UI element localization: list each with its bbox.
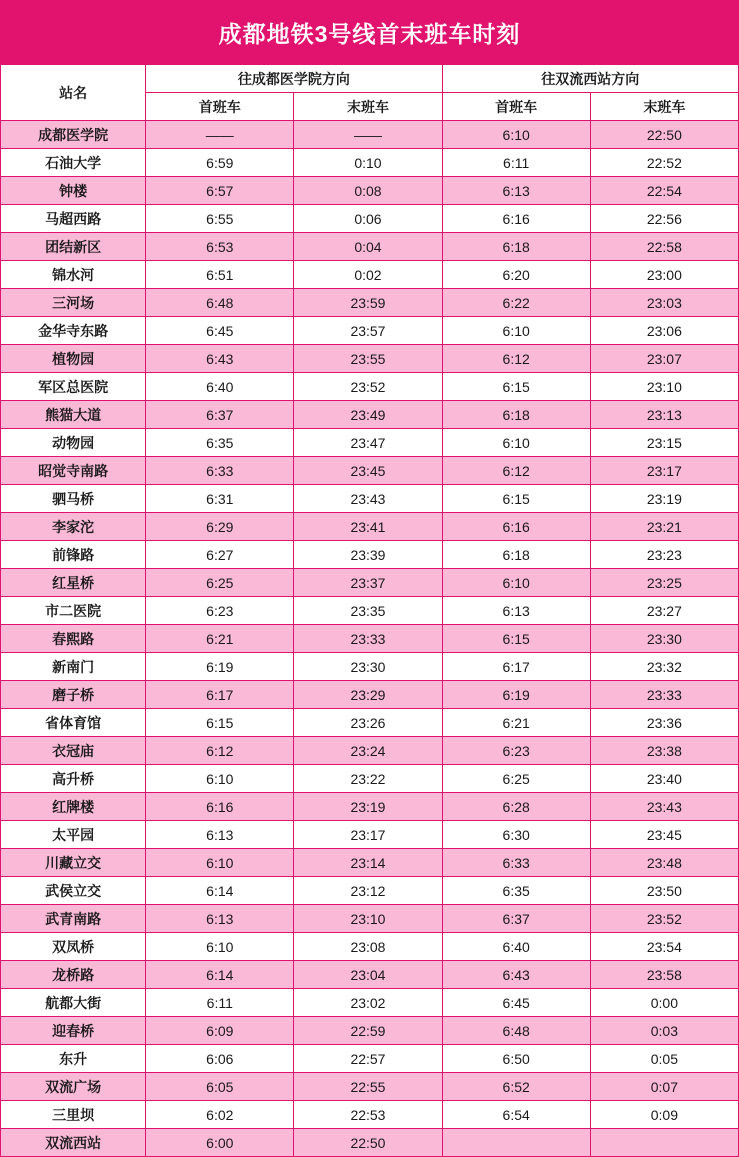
table-row	[1, 345, 739, 373]
time-cell-d1-last: 22:57	[294, 1045, 442, 1073]
time-cell-d1-last: 23:08	[294, 933, 442, 961]
time-cell-d2-last: 23:45	[590, 821, 738, 849]
time-cell-d2-last: 23:32	[590, 653, 738, 681]
time-cell-d2-last: 22:50	[590, 121, 738, 149]
time-cell-d2-last: 23:27	[590, 597, 738, 625]
time-cell-d2-last: 23:19	[590, 485, 738, 513]
time-cell-d2-last: 23:43	[590, 793, 738, 821]
table-row	[1, 485, 739, 513]
time-cell-d2-last: 0:07	[590, 1073, 738, 1101]
column-header-d2-first: 首班车	[442, 93, 590, 121]
time-cell-d1-last: 23:41	[294, 513, 442, 541]
table-row	[1, 457, 739, 485]
time-cell-d1-first: 6:27	[146, 541, 294, 569]
time-cell-d1-first: 6:19	[146, 653, 294, 681]
time-cell-d1-first: 6:43	[146, 345, 294, 373]
time-cell-d2-last: 23:23	[590, 541, 738, 569]
time-cell-d2-first: 6:45	[442, 989, 590, 1017]
station-name-cell: 红星桥	[1, 569, 146, 597]
time-cell-d1-first: 6:05	[146, 1073, 294, 1101]
time-cell-d1-first: 6:33	[146, 457, 294, 485]
time-cell-d1-first: 6:06	[146, 1045, 294, 1073]
time-cell-d1-first: 6:53	[146, 233, 294, 261]
time-cell-d1-last: 22:55	[294, 1073, 442, 1101]
station-name-cell: 红牌楼	[1, 793, 146, 821]
table-row	[1, 317, 739, 345]
table-row	[1, 121, 739, 149]
time-cell-d1-first: 6:10	[146, 765, 294, 793]
station-name-cell: 春熙路	[1, 625, 146, 653]
table-row	[1, 961, 739, 989]
time-cell-d2-first: 6:10	[442, 569, 590, 597]
time-cell-d2-last: 23:06	[590, 317, 738, 345]
time-cell-d1-last: 0:06	[294, 205, 442, 233]
time-cell-d2-first	[442, 1129, 590, 1157]
time-cell-d1-last: 23:52	[294, 373, 442, 401]
time-cell-d1-last: 23:22	[294, 765, 442, 793]
time-cell-d2-last: 0:09	[590, 1101, 738, 1129]
time-cell-d1-last: 23:37	[294, 569, 442, 597]
time-cell-d2-first: 6:13	[442, 177, 590, 205]
time-cell-d1-last: 22:53	[294, 1101, 442, 1129]
page-title: 成都地铁3号线首末班车时刻	[0, 0, 739, 64]
time-cell-d1-last: 0:04	[294, 233, 442, 261]
station-name-cell: 太平园	[1, 821, 146, 849]
time-cell-d1-first: 6:31	[146, 485, 294, 513]
station-name-cell: 李家沱	[1, 513, 146, 541]
table-header	[1, 65, 739, 121]
station-name-cell: 龙桥路	[1, 961, 146, 989]
station-name-cell: 双流广场	[1, 1073, 146, 1101]
column-header-direction-2: 往双流西站方向	[442, 65, 738, 93]
station-name-cell: 锦水河	[1, 261, 146, 289]
station-name-cell: 高升桥	[1, 765, 146, 793]
time-cell-d1-first: 6:12	[146, 737, 294, 765]
table-row	[1, 569, 739, 597]
time-cell-d1-last: 23:45	[294, 457, 442, 485]
table-row	[1, 177, 739, 205]
table-row	[1, 513, 739, 541]
table-row	[1, 233, 739, 261]
table-row	[1, 1129, 739, 1157]
time-cell-d1-first: 6:40	[146, 373, 294, 401]
time-cell-d1-last: ——	[294, 121, 442, 149]
time-cell-d1-last: 23:47	[294, 429, 442, 457]
time-cell-d2-last: 23:33	[590, 681, 738, 709]
station-name-cell: 衣冠庙	[1, 737, 146, 765]
time-cell-d1-last: 23:12	[294, 877, 442, 905]
station-name-cell: 昭觉寺南路	[1, 457, 146, 485]
station-name-cell: 省体育馆	[1, 709, 146, 737]
time-cell-d1-last: 22:50	[294, 1129, 442, 1157]
time-cell-d2-first: 6:17	[442, 653, 590, 681]
station-name-cell: 磨子桥	[1, 681, 146, 709]
table-body	[1, 121, 739, 1157]
station-name-cell: 航都大街	[1, 989, 146, 1017]
time-cell-d2-first: 6:35	[442, 877, 590, 905]
station-name-cell: 熊猫大道	[1, 401, 146, 429]
time-cell-d1-last: 23:30	[294, 653, 442, 681]
time-cell-d2-first: 6:15	[442, 625, 590, 653]
time-cell-d1-first: 6:55	[146, 205, 294, 233]
table-row	[1, 1017, 739, 1045]
time-cell-d2-last: 23:21	[590, 513, 738, 541]
time-cell-d2-first: 6:40	[442, 933, 590, 961]
time-cell-d1-first: 6:23	[146, 597, 294, 625]
time-cell-d1-last: 23:35	[294, 597, 442, 625]
time-cell-d2-first: 6:11	[442, 149, 590, 177]
table-row	[1, 793, 739, 821]
time-cell-d1-first: 6:21	[146, 625, 294, 653]
time-cell-d2-last: 23:07	[590, 345, 738, 373]
time-cell-d1-last: 23:24	[294, 737, 442, 765]
time-cell-d2-first: 6:30	[442, 821, 590, 849]
station-name-cell: 动物园	[1, 429, 146, 457]
time-cell-d2-last: 23:10	[590, 373, 738, 401]
time-cell-d1-last: 23:59	[294, 289, 442, 317]
column-header-d2-last: 末班车	[590, 93, 738, 121]
time-cell-d2-last: 23:00	[590, 261, 738, 289]
station-name-cell: 东升	[1, 1045, 146, 1073]
station-name-cell: 钟楼	[1, 177, 146, 205]
station-name-cell: 三河场	[1, 289, 146, 317]
time-cell-d1-last: 23:17	[294, 821, 442, 849]
time-cell-d1-first: 6:13	[146, 821, 294, 849]
time-cell-d2-last: 23:36	[590, 709, 738, 737]
timetable	[0, 64, 739, 1157]
time-cell-d1-last: 0:02	[294, 261, 442, 289]
table-row	[1, 905, 739, 933]
time-cell-d1-first: 6:09	[146, 1017, 294, 1045]
time-cell-d1-last: 23:49	[294, 401, 442, 429]
station-name-cell: 川藏立交	[1, 849, 146, 877]
time-cell-d1-first: 6:57	[146, 177, 294, 205]
station-name-cell: 三里坝	[1, 1101, 146, 1129]
table-row	[1, 149, 739, 177]
time-cell-d1-first: 6:13	[146, 905, 294, 933]
station-name-cell: 武青南路	[1, 905, 146, 933]
table-row	[1, 541, 739, 569]
time-cell-d2-first: 6:54	[442, 1101, 590, 1129]
time-cell-d2-first: 6:20	[442, 261, 590, 289]
table-row	[1, 261, 739, 289]
table-row	[1, 1045, 739, 1073]
time-cell-d2-last: 23:48	[590, 849, 738, 877]
time-cell-d2-first: 6:10	[442, 317, 590, 345]
time-cell-d2-last: 23:40	[590, 765, 738, 793]
time-cell-d2-first: 6:12	[442, 457, 590, 485]
time-cell-d2-last: 23:13	[590, 401, 738, 429]
station-name-cell: 石油大学	[1, 149, 146, 177]
time-cell-d2-last: 22:56	[590, 205, 738, 233]
table-row	[1, 737, 739, 765]
table-row	[1, 681, 739, 709]
table-row	[1, 401, 739, 429]
station-name-cell: 马超西路	[1, 205, 146, 233]
time-cell-d2-first: 6:50	[442, 1045, 590, 1073]
time-cell-d1-first: 6:10	[146, 933, 294, 961]
table-row	[1, 205, 739, 233]
time-cell-d2-first: 6:18	[442, 233, 590, 261]
time-cell-d2-last: 0:05	[590, 1045, 738, 1073]
station-name-cell: 迎春桥	[1, 1017, 146, 1045]
time-cell-d1-last: 23:14	[294, 849, 442, 877]
time-cell-d2-first: 6:48	[442, 1017, 590, 1045]
time-cell-d1-first: 6:10	[146, 849, 294, 877]
time-cell-d1-first: 6:45	[146, 317, 294, 345]
time-cell-d2-last: 23:15	[590, 429, 738, 457]
station-name-cell: 军区总医院	[1, 373, 146, 401]
station-name-cell: 前锋路	[1, 541, 146, 569]
column-header-d1-first: 首班车	[146, 93, 294, 121]
column-header-direction-1: 往成都医学院方向	[146, 65, 442, 93]
table-row	[1, 821, 739, 849]
time-cell-d2-last: 23:30	[590, 625, 738, 653]
time-cell-d1-first: 6:14	[146, 877, 294, 905]
time-cell-d2-first: 6:19	[442, 681, 590, 709]
station-name-cell: 植物园	[1, 345, 146, 373]
time-cell-d2-first: 6:18	[442, 541, 590, 569]
time-cell-d2-first: 6:16	[442, 205, 590, 233]
table-row	[1, 933, 739, 961]
time-cell-d2-last: 23:50	[590, 877, 738, 905]
time-cell-d1-first: 6:25	[146, 569, 294, 597]
time-cell-d2-first: 6:23	[442, 737, 590, 765]
time-cell-d2-last: 23:52	[590, 905, 738, 933]
time-cell-d2-first: 6:33	[442, 849, 590, 877]
header-row-directions	[1, 65, 739, 93]
time-cell-d2-first: 6:22	[442, 289, 590, 317]
time-cell-d2-first: 6:15	[442, 485, 590, 513]
time-cell-d2-last: 23:58	[590, 961, 738, 989]
time-cell-d1-last: 0:10	[294, 149, 442, 177]
time-cell-d1-first: 6:29	[146, 513, 294, 541]
time-cell-d2-last: 22:52	[590, 149, 738, 177]
station-name-cell: 双凤桥	[1, 933, 146, 961]
table-row	[1, 289, 739, 317]
table-row	[1, 653, 739, 681]
time-cell-d1-last: 22:59	[294, 1017, 442, 1045]
time-cell-d2-first: 6:15	[442, 373, 590, 401]
time-cell-d1-last: 23:43	[294, 485, 442, 513]
table-row	[1, 1101, 739, 1129]
time-cell-d1-first: 6:35	[146, 429, 294, 457]
time-cell-d2-first: 6:37	[442, 905, 590, 933]
column-header-station: 站名	[1, 65, 146, 121]
time-cell-d2-first: 6:21	[442, 709, 590, 737]
time-cell-d1-first: 6:37	[146, 401, 294, 429]
time-cell-d1-last: 23:55	[294, 345, 442, 373]
time-cell-d1-first: 6:51	[146, 261, 294, 289]
time-cell-d1-first: 6:02	[146, 1101, 294, 1129]
time-cell-d2-last: 22:54	[590, 177, 738, 205]
time-cell-d2-first: 6:10	[442, 121, 590, 149]
time-cell-d2-last	[590, 1129, 738, 1157]
station-name-cell: 市二医院	[1, 597, 146, 625]
time-cell-d2-first: 6:28	[442, 793, 590, 821]
time-cell-d1-first: 6:11	[146, 989, 294, 1017]
table-row	[1, 429, 739, 457]
station-name-cell: 新南门	[1, 653, 146, 681]
table-row	[1, 709, 739, 737]
time-cell-d2-last: 23:38	[590, 737, 738, 765]
time-cell-d1-last: 23:26	[294, 709, 442, 737]
time-cell-d1-last: 23:04	[294, 961, 442, 989]
table-row	[1, 765, 739, 793]
time-cell-d2-first: 6:16	[442, 513, 590, 541]
station-name-cell: 成都医学院	[1, 121, 146, 149]
time-cell-d1-first: 6:48	[146, 289, 294, 317]
table-row	[1, 849, 739, 877]
time-cell-d2-first: 6:12	[442, 345, 590, 373]
table-row	[1, 597, 739, 625]
time-cell-d1-last: 23:19	[294, 793, 442, 821]
time-cell-d2-last: 23:03	[590, 289, 738, 317]
time-cell-d1-last: 23:33	[294, 625, 442, 653]
time-cell-d2-first: 6:13	[442, 597, 590, 625]
time-cell-d2-first: 6:10	[442, 429, 590, 457]
time-cell-d1-last: 23:57	[294, 317, 442, 345]
time-cell-d2-first: 6:25	[442, 765, 590, 793]
table-row	[1, 877, 739, 905]
time-cell-d1-last: 23:10	[294, 905, 442, 933]
time-cell-d2-last: 22:58	[590, 233, 738, 261]
station-name-cell: 团结新区	[1, 233, 146, 261]
time-cell-d1-first: 6:14	[146, 961, 294, 989]
station-name-cell: 武侯立交	[1, 877, 146, 905]
time-cell-d1-last: 23:02	[294, 989, 442, 1017]
station-name-cell: 驷马桥	[1, 485, 146, 513]
time-cell-d1-last: 0:08	[294, 177, 442, 205]
time-cell-d2-first: 6:18	[442, 401, 590, 429]
time-cell-d1-first: ——	[146, 121, 294, 149]
time-cell-d2-last: 0:00	[590, 989, 738, 1017]
column-header-d1-last: 末班车	[294, 93, 442, 121]
time-cell-d1-first: 6:59	[146, 149, 294, 177]
time-cell-d1-first: 6:00	[146, 1129, 294, 1157]
table-row	[1, 989, 739, 1017]
time-cell-d1-last: 23:39	[294, 541, 442, 569]
time-cell-d2-last: 23:25	[590, 569, 738, 597]
table-row	[1, 373, 739, 401]
time-cell-d1-first: 6:16	[146, 793, 294, 821]
station-name-cell: 金华寺东路	[1, 317, 146, 345]
time-cell-d2-last: 0:03	[590, 1017, 738, 1045]
time-cell-d2-first: 6:43	[442, 961, 590, 989]
time-cell-d1-first: 6:17	[146, 681, 294, 709]
table-row	[1, 625, 739, 653]
time-cell-d2-first: 6:52	[442, 1073, 590, 1101]
time-cell-d1-first: 6:15	[146, 709, 294, 737]
station-name-cell: 双流西站	[1, 1129, 146, 1157]
time-cell-d2-last: 23:54	[590, 933, 738, 961]
time-cell-d1-last: 23:29	[294, 681, 442, 709]
time-cell-d2-last: 23:17	[590, 457, 738, 485]
table-row	[1, 1073, 739, 1101]
